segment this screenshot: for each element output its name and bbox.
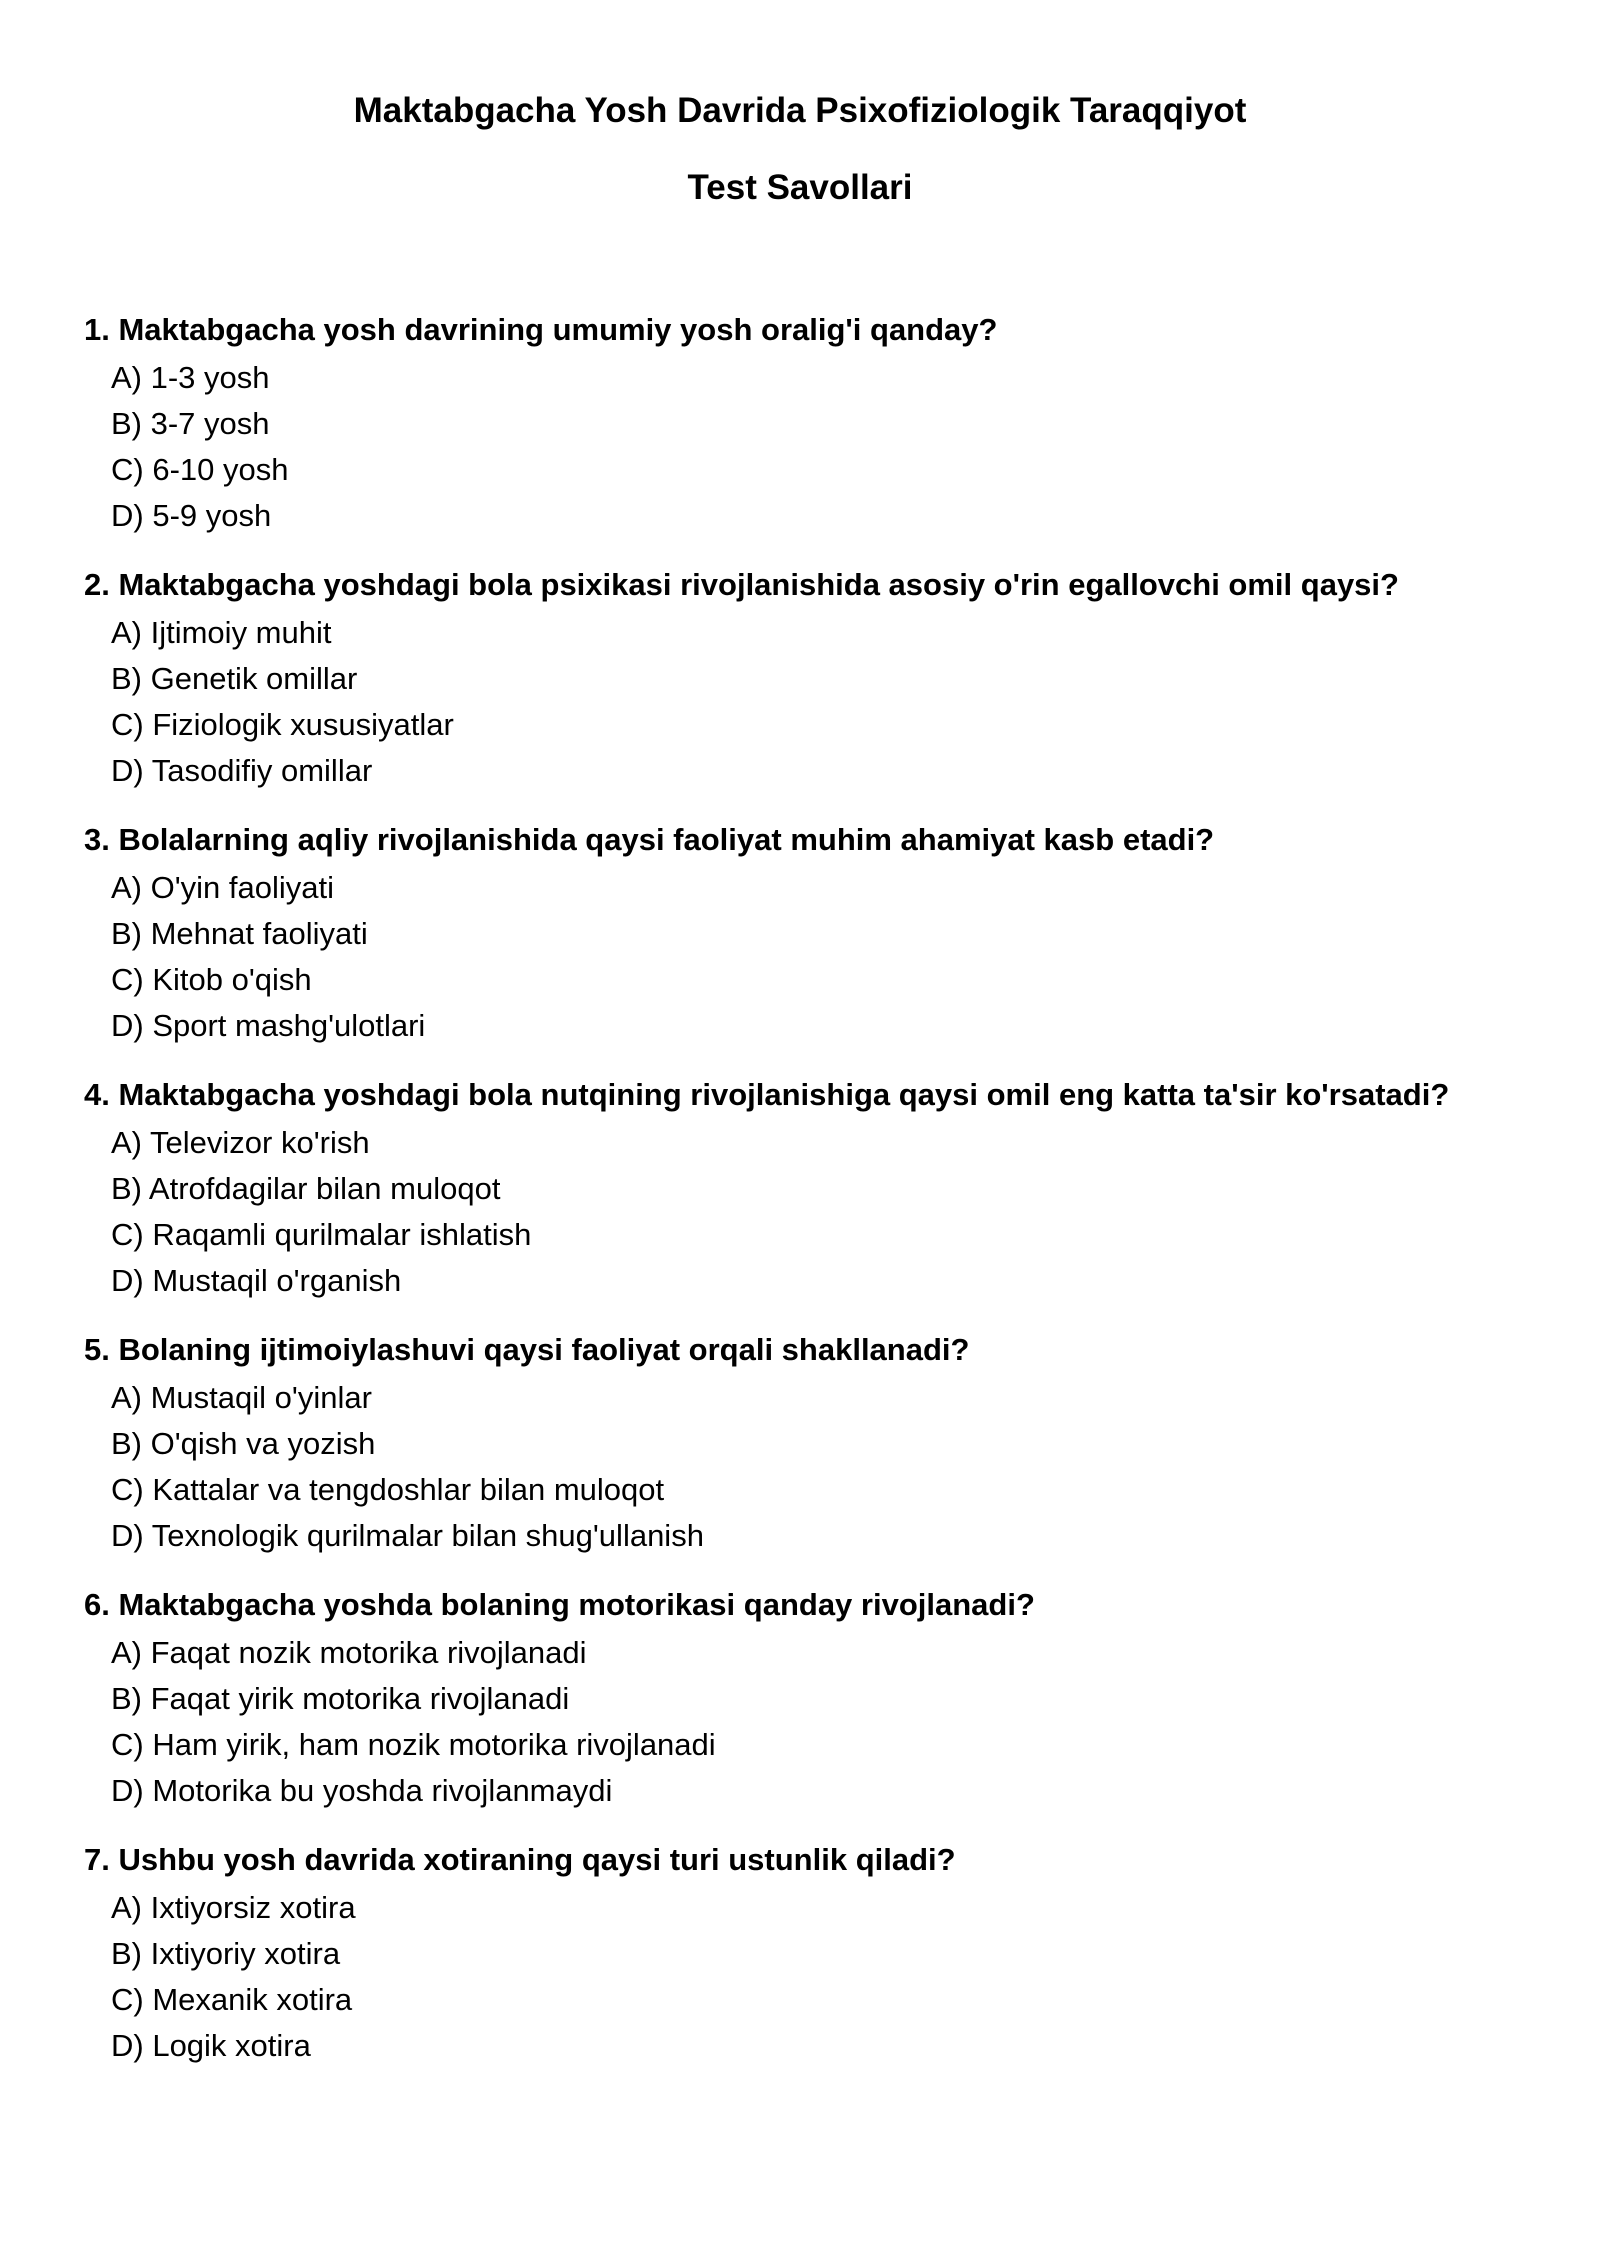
- option-list: [84, 610, 1564, 794]
- option-b: B) O'qish va yozish: [111, 1426, 376, 1461]
- document-title: Maktabgacha Yosh Davrida Psixofiziologik Taraqqiyot: [353, 91, 1247, 130]
- option-a: A) Faqat nozik motorika rivojlanadi: [111, 1635, 587, 1670]
- option-b: B) Ixtiyoriy xotira: [111, 1936, 341, 1971]
- question-4: [84, 1073, 1564, 1304]
- question-list: [84, 308, 1564, 2093]
- option-a: A) Ijtimoiy muhit: [111, 615, 332, 650]
- question-text: 3. Bolalarning aqliy rivojlanishida qaysi faoliyat muhim ahamiyat kasb etadi?: [84, 822, 1215, 857]
- option-c: C) Ham yirik, ham nozik motorika rivojlanadi: [111, 1727, 716, 1762]
- question-6: [84, 1583, 1564, 1814]
- option-b: B) Atrofdagilar bilan muloqot: [111, 1171, 501, 1206]
- option-a: A) 1-3 yosh: [111, 360, 270, 395]
- option-list: [84, 355, 1564, 539]
- option-a: A) Ixtiyorsiz xotira: [111, 1890, 356, 1925]
- question-2: [84, 563, 1564, 794]
- option-b: B) Mehnat faoliyati: [111, 916, 368, 951]
- option-a: A) Televizor ko'rish: [111, 1125, 370, 1160]
- question-text: 4. Maktabgacha yoshdagi bola nutqining rivojlanishiga qaysi omil eng katta ta'sir ko'rsatadi?: [84, 1077, 1450, 1112]
- question-text: 6. Maktabgacha yoshda bolaning motorikasi qanday rivojlanadi?: [84, 1587, 1035, 1622]
- option-b: B) Genetik omillar: [111, 661, 358, 696]
- option-d: D) Mustaqil o'rganish: [111, 1263, 402, 1298]
- document-subtitle: Test Savollari: [687, 168, 913, 207]
- option-b: B) 3-7 yosh: [111, 406, 270, 441]
- question-1: [84, 308, 1564, 539]
- option-d: D) Logik xotira: [111, 2028, 311, 2063]
- option-list: [84, 1375, 1564, 1559]
- option-a: A) Mustaqil o'yinlar: [111, 1380, 372, 1415]
- question-3: [84, 818, 1564, 1049]
- option-list: [84, 1885, 1564, 2069]
- option-b: B) Faqat yirik motorika rivojlanadi: [111, 1681, 570, 1716]
- option-a: A) O'yin faoliyati: [111, 870, 334, 905]
- option-d: D) 5-9 yosh: [111, 498, 272, 533]
- option-d: D) Sport mashg'ulotlari: [111, 1008, 426, 1043]
- option-c: C) Kitob o'qish: [111, 962, 312, 997]
- option-c: C) Fiziologik xususiyatlar: [111, 707, 454, 742]
- question-5: [84, 1328, 1564, 1559]
- option-list: [84, 1120, 1564, 1304]
- option-d: D) Motorika bu yoshda rivojlanmaydi: [111, 1773, 613, 1808]
- question-text: 1. Maktabgacha yosh davrining umumiy yosh oralig'i qanday?: [84, 312, 998, 347]
- question-text: 7. Ushbu yosh davrida xotiraning qaysi turi ustunlik qiladi?: [84, 1842, 956, 1877]
- option-list: [84, 865, 1564, 1049]
- option-c: C) 6-10 yosh: [111, 452, 289, 487]
- option-d: D) Texnologik qurilmalar bilan shug'ullanish: [111, 1518, 704, 1553]
- option-c: C) Mexanik xotira: [111, 1982, 353, 2017]
- option-list: [84, 1630, 1564, 1814]
- option-c: C) Kattalar va tengdoshlar bilan muloqot: [111, 1472, 665, 1507]
- question-text: 2. Maktabgacha yoshdagi bola psixikasi rivojlanishida asosiy o'rin egallovchi omil qaysi?: [84, 567, 1399, 602]
- option-c: C) Raqamli qurilmalar ishlatish: [111, 1217, 532, 1252]
- question-text: 5. Bolaning ijtimoiylashuvi qaysi faoliyat orqali shakllanadi?: [84, 1332, 970, 1367]
- option-d: D) Tasodifiy omillar: [111, 753, 373, 788]
- question-7: [84, 1838, 1564, 2069]
